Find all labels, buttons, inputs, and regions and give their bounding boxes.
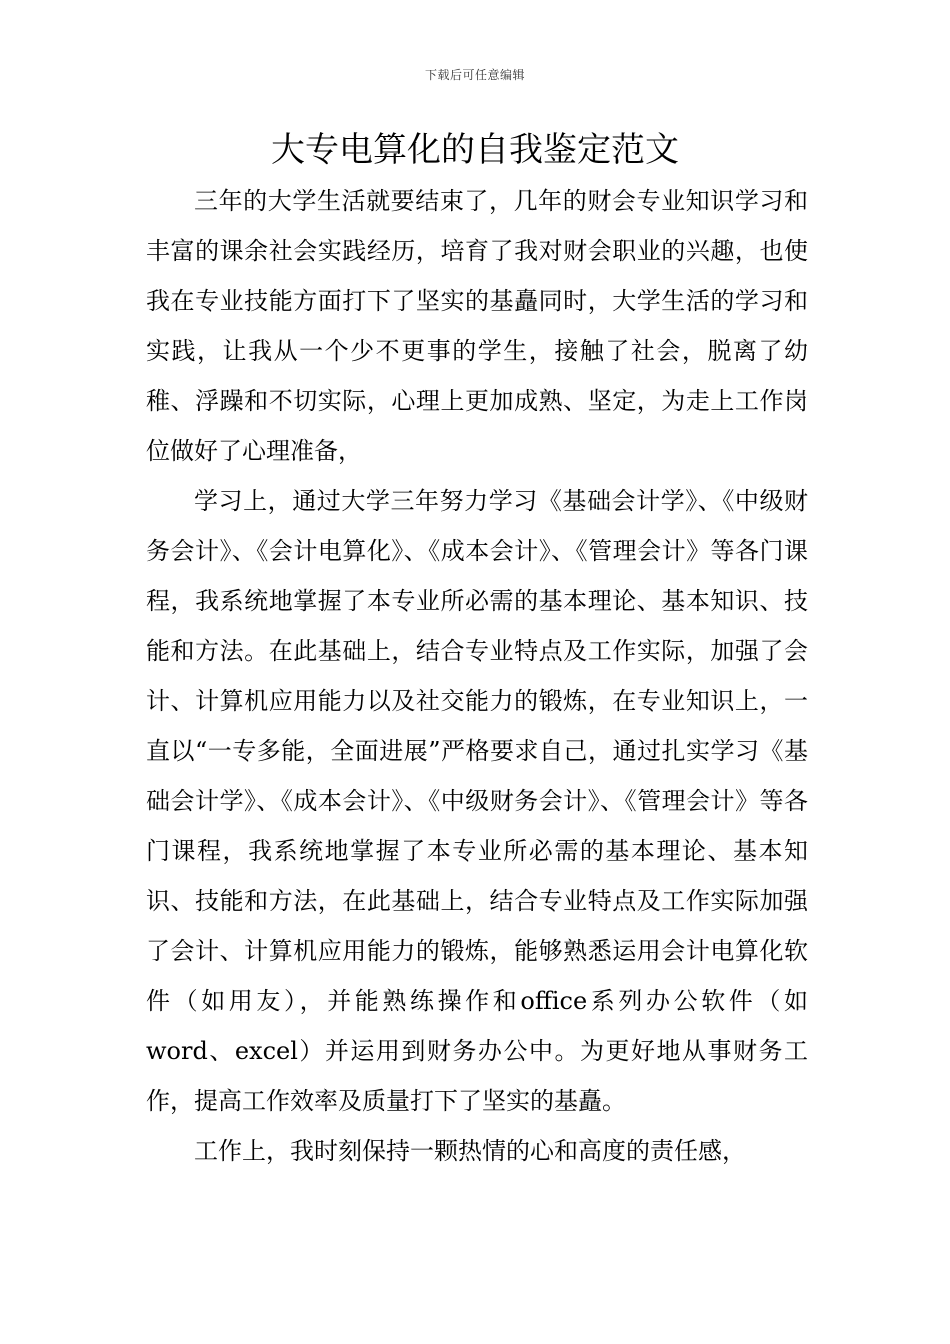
body-paragraph: 学习上，通过大学三年努力学习《基础会计学》、《中级财务会计》、《会计电算化》、《成本会计》、《管理会计》等各门课程，我系统地掌握了本专业所必需的基本理论、基本知识、技能和方法。在此基础上，结合专业特点及工作实际，加强了会计、计算机应用能力以及社交能力的锻炼，在专业知识上，一直以“一专多能，全面进展”严格要求自己，通过扎实学习《基础会计学》、《成本会计》、《中级财务会计》、《管理会计》等各门课程，我系统地掌握了本专业所必需的基本理论、基本知识、技能和方法，在此基础上，结合专业特点及工作实际加强了会计、计算机应用能力的锻炼，能够熟悉运用会计电算化软件（如用友），并能熟练操作和office系列办公软件（如word、excel）并运用到财务办公中。为更好地从事财务工作，提高工作效率及质量打下了坚实的基矗。 (146, 487, 808, 1115)
document-title: 大专电算化的自我鉴定范文 (271, 130, 679, 170)
document-body (146, 176, 808, 1176)
body-paragraph: 三年的大学生活就要结束了，几年的财会专业知识学习和丰富的课余社会实践经历，培育了我对财会职业的兴趣，也使我在专业技能方面打下了坚实的基矗同时，大学生活的学习和实践，让我从一个少不更事的学生，接触了社会，脱离了幼稚、浮躁和不切实际，心理上更加成熟、坚定，为走上工作岗位做好了心理准备， (146, 187, 808, 465)
body-paragraph: 工作上，我时刻保持一颗热情的心和高度的责任感， (194, 1137, 746, 1165)
header-note: 下载后可任意编辑 (424, 68, 525, 82)
